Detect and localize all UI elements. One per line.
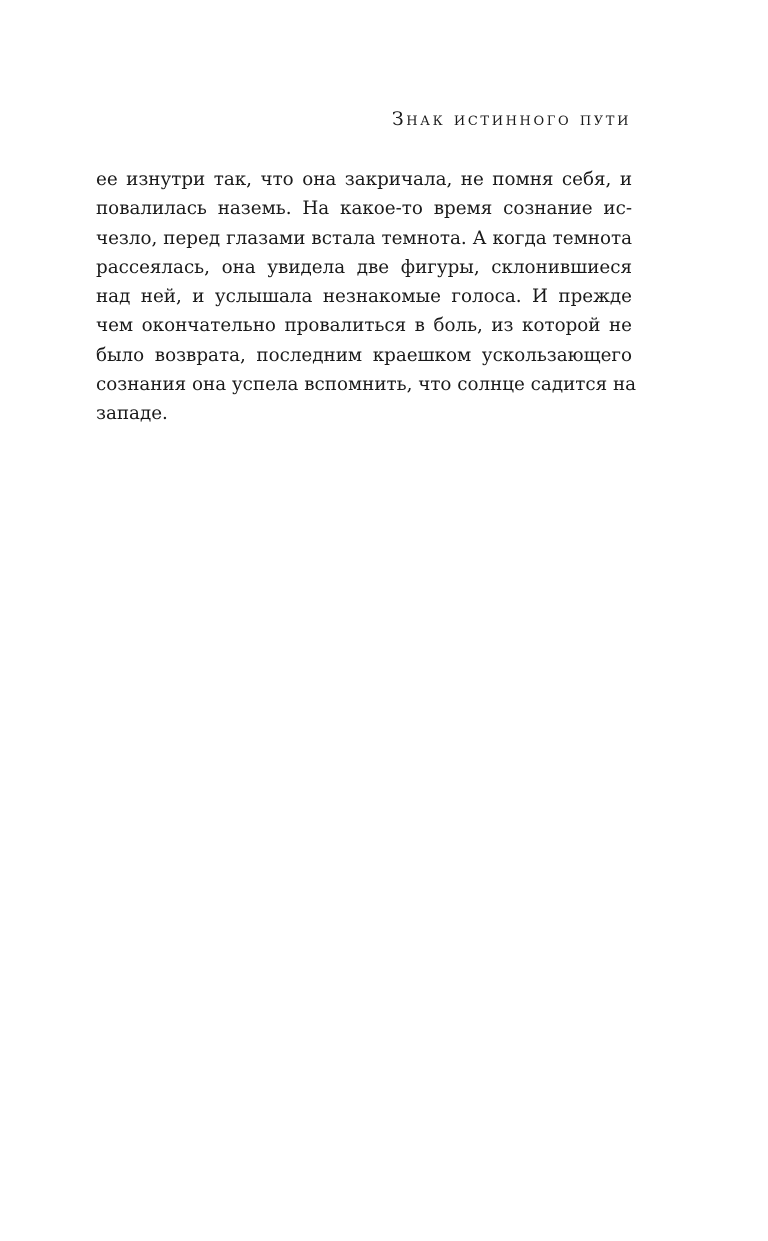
text-line: рассеялась, она увидела две фигуры, склонившиеся xyxy=(96,256,632,278)
text-line: западе. xyxy=(96,403,168,425)
text-line: ее изнутри так, что она закричала, не помня себя, и xyxy=(96,169,632,190)
body-paragraph xyxy=(96,165,637,429)
text-line: было возврата, последним краешком ускользающего xyxy=(96,344,632,366)
text-line: чем окончательно провалиться в боль, из которой не xyxy=(96,315,632,337)
running-header: Знак истинного пути xyxy=(391,108,631,130)
text-line: над ней, и услышала незнакомые голоса. И прежде xyxy=(96,286,632,308)
text-line: повалилась наземь. На какое-то время сознание ис- xyxy=(96,198,632,220)
text-line: сознания она успела вспомнить, что солнце садится на xyxy=(96,374,637,396)
text-line: чезло, перед глазами встала темнота. А когда темнота xyxy=(96,227,632,249)
